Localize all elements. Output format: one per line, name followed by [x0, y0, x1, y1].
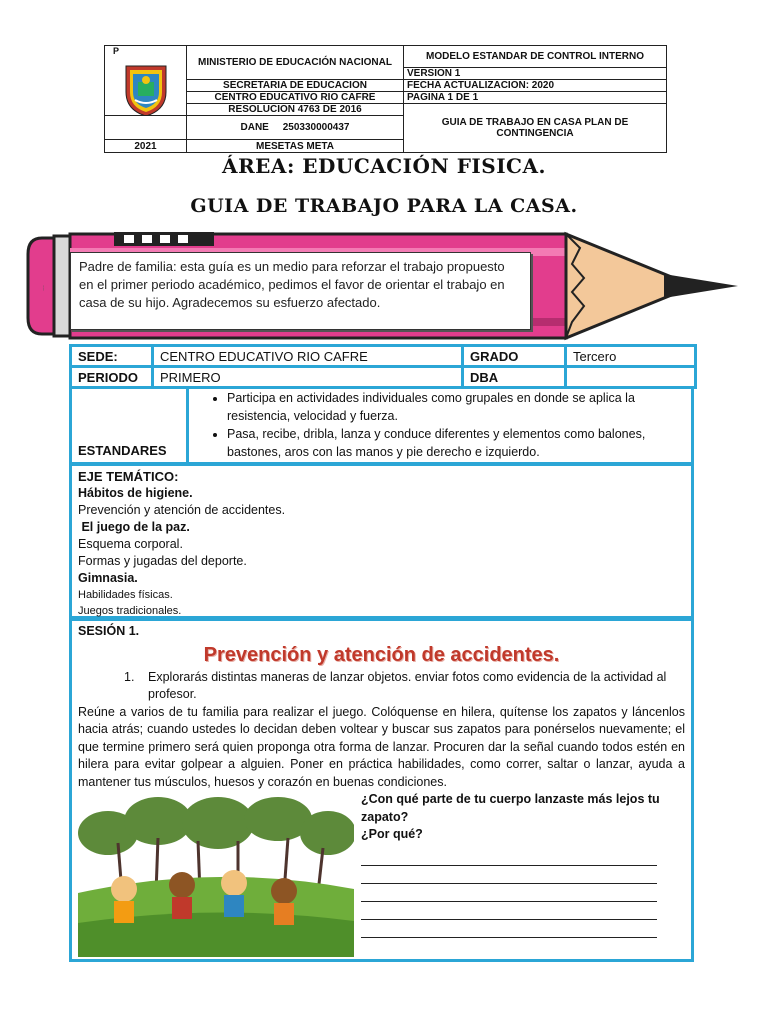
answer-line[interactable] [361, 848, 657, 866]
resolucion-cell: RESOLUCION 4763 DE 2016 [187, 104, 404, 116]
answer-line[interactable] [361, 884, 657, 902]
eje-tematico-section [69, 463, 694, 619]
sesion-step [78, 669, 685, 704]
info-table [69, 344, 694, 389]
sesion-paragraph: Reúne a varios de tu familia para realizar el juego. Colóquense en hilera, quítense los zapatos y láncenlos hacia atrás; cuando ustedes lo decidan deben voltear y buscar sus zapatos para ponérselos nuevamente; el que termine primero será quien proponga otra forma de lanzar. Procuren dar la señal cuando todos estén en hilera para evitar golpear a alguien. Poner en práctica habilidades, como correr, saltar o lanzar, ayuda a mantener tus músculos, huesos y corazón en buenas condiciones. [78, 704, 685, 789]
question-1: ¿Con qué parte de tu cuerpo lanzaste más lejos tu zapato? [361, 792, 660, 824]
estandares-section [69, 386, 694, 465]
eje-item: Prevención y atención de accidentes. [78, 503, 286, 517]
estandares-content [186, 389, 691, 462]
school-shield-logo [121, 62, 171, 116]
eje-item: Hábitos de higiene. [78, 486, 193, 500]
step-text: Explorarás distintas maneras de lanzar objetos. enviar fotos como evidencia de la actividad al profesor. [148, 669, 667, 701]
header-table [104, 45, 666, 153]
dba-label: DBA [463, 367, 566, 388]
eje-item: El juego de la paz. [78, 520, 190, 534]
periodo-label: PERIODO [71, 367, 153, 388]
answer-line[interactable] [361, 866, 657, 884]
logo-cell [105, 46, 187, 116]
eje-item: Juegos tradicionales. [78, 605, 182, 617]
grado-value: Tercero [566, 346, 696, 367]
sesion-label: SESIÓN 1. [78, 624, 140, 638]
municipio-cell: MESETAS META [187, 140, 404, 153]
illustration-row [78, 791, 685, 957]
questions-block [361, 791, 694, 938]
dba-value [566, 367, 696, 388]
estandares-label: ESTANDARES [78, 443, 167, 458]
area-title: ÁREA: EDUCACIÓN FISICA. [222, 154, 546, 178]
step-number: 1. [124, 669, 135, 684]
version-cell: VERSION 1 [404, 68, 667, 80]
logo-mark: P [113, 46, 120, 56]
dane-cell: DANE 250330000437 [187, 116, 404, 140]
estandar-item: • Pasa, recibe, dribla, lanza y conduce diferentes y elementos como balones, bastones, aros con las manos y pie derecho e izquierdo. [227, 425, 691, 461]
sede-value: CENTRO EDUCATIVO RIO CAFRE [153, 346, 463, 367]
sede-label: SEDE: [71, 346, 153, 367]
centro-cell: CENTRO EDUCATIVO RIO CAFRE [187, 92, 404, 104]
logo-spacer [105, 116, 187, 140]
answer-lines [361, 848, 657, 938]
question-2: ¿Por qué? [361, 827, 423, 841]
pagina-cell: PAGINA 1 DE 1 [404, 92, 667, 104]
children-playing-illustration [78, 793, 354, 957]
fecha-cell: FECHA ACTUALIZACION: 2020 [404, 80, 667, 92]
eje-item: Formas y jugadas del deporte. [78, 554, 247, 568]
svg-text:...: ... [39, 285, 46, 291]
eje-item: Esquema corporal. [78, 537, 183, 551]
answer-line[interactable] [361, 902, 657, 920]
year-cell: 2021 [105, 140, 187, 153]
modelo-cell: MODELO ESTANDAR DE CONTROL INTERNO [404, 46, 667, 68]
grado-label: GRADO [463, 346, 566, 367]
eje-item: Gimnasia. [78, 571, 138, 585]
guia-cell: GUIA DE TRABAJO EN CASA PLAN DE CONTINGENCIA [404, 104, 667, 153]
guide-title: GUIA DE TRABAJO PARA LA CASA. [190, 195, 578, 217]
answer-line[interactable] [361, 920, 657, 938]
estandar-item: • Participa en actividades individuales como grupales en donde se aplica la resistencia, velocidad y fuerza. [227, 389, 691, 425]
periodo-value: PRIMERO [153, 367, 463, 388]
parent-message: Padre de familia: esta guía es un medio para reforzar el trabajo propuesto en el primer periodo académico, pedimos el favor de orientar el trabajo en casa de su hijo. Agradecemos su esfuerzo afectado. [70, 252, 531, 330]
eje-item: Habilidades físicas. [78, 589, 173, 601]
eje-title: EJE TEMÁTICO: [78, 469, 179, 484]
sesion-subtitle: Prevención y atención de accidentes. [203, 643, 560, 666]
secretaria-cell: SECRETARIA DE EDUCACION [187, 80, 404, 92]
ministry-cell: MINISTERIO DE EDUCACIÓN NACIONAL [187, 46, 404, 80]
sesion-section [69, 618, 694, 962]
